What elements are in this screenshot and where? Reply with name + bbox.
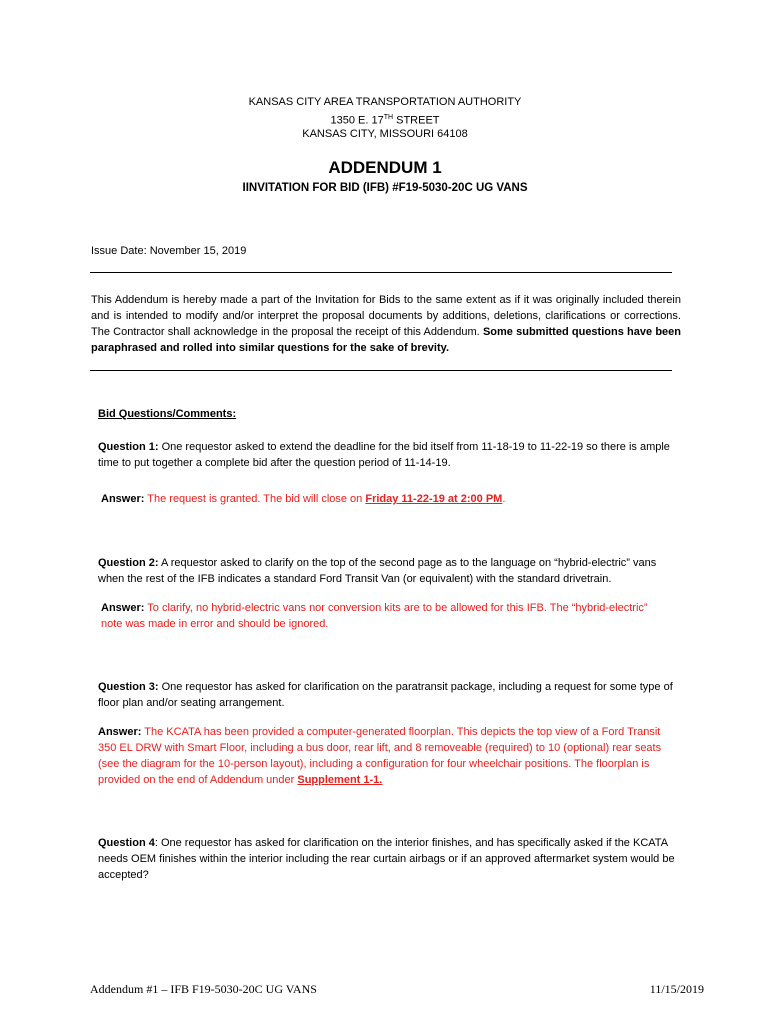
answer-3 <box>98 724 668 788</box>
answer-1 <box>101 491 681 507</box>
question-2-text: A requestor asked to clarify on the top of the second page as to the language on “hybrid-electric” vans when the rest of the IFB indicates a standard Ford Transit Van (or equivalent) with the standard drivetrain. <box>98 557 657 585</box>
answer-2-label: Answer: <box>101 602 145 614</box>
question-3 <box>98 679 680 711</box>
section-heading: Bid Questions/Comments: <box>98 408 237 420</box>
answer-1-deadline: Friday 11-22-19 at 2:00 PM <box>365 493 503 505</box>
answer-3-supplement-link[interactable]: Supplement 1-1. <box>297 774 383 786</box>
answer-2 <box>101 600 661 632</box>
question-1-label: Question 1: <box>98 441 159 453</box>
answer-3-text: The KCATA has been provided a computer-generated floorplan. This depicts the top view of a Ford Transit 350 EL DRW with Smart Floor, including a bus door, rear lift, and 8 removeable (required) to 10 (optional) rear seats (see the diagram for the 10-person layout), including a configuration for four wheelchair positions. The floorplan is provided on the end of Addendum under <box>98 726 662 786</box>
org-name: KANSAS CITY AREA TRANSPORTATION AUTHORITY <box>248 96 522 108</box>
question-4 <box>98 835 680 883</box>
document-title: ADDENDUM 1 <box>328 158 442 177</box>
footer-date: 11/15/2019 <box>649 982 704 996</box>
street-superscript: TH <box>383 114 394 121</box>
question-3-label: Question 3: <box>98 681 159 693</box>
answer-1-tail: . <box>502 493 506 505</box>
city-line: KANSAS CITY, MISSOURI 64108 <box>302 128 468 140</box>
question-3-text: One requestor has asked for clarification on the paratransit package, including a request for some type of floor plan and/or seating arrangement. <box>98 681 673 709</box>
intro-paragraph <box>91 292 681 356</box>
question-2 <box>98 555 680 587</box>
intro-bold-note: Some submitted questions have been paraphrased and rolled into similar questions for the sake of brevity. <box>91 326 681 354</box>
street-number: 1350 E. 17 <box>330 114 384 127</box>
document-subtitle: IINVITATION FOR BID (IFB) #F19-5030-20C UG VANS <box>242 182 528 194</box>
question-4-text: : One requestor has asked for clarification on the interior finishes, and has specifically asked if the KCATA needs OEM finishes within the interior including the rear curtain airbags or if an approved aftermarket system would be accepted? <box>98 837 675 881</box>
divider-bottom <box>90 370 672 371</box>
question-2-label: Question 2: <box>98 557 159 569</box>
answer-3-label: Answer: <box>98 726 142 738</box>
question-4-label: Question 4 <box>98 837 155 849</box>
answer-1-text: The request is granted. The bid will close on <box>144 493 366 505</box>
intro-text: This Addendum is hereby made a part of the Invitation for Bids to the same extent as if it was originally included therein and is intended to modify and/or interpret the proposal documents by additions, deletions, clarifications or corrections. The Contractor shall acknowledge in the proposal the receipt of this Addendum. <box>91 294 681 338</box>
divider-top <box>90 272 672 273</box>
answer-2-text: To clarify, no hybrid-electric vans nor conversion kits are to be allowed for this IFB. The “hybrid-electric” note was made in error and should be ignored. <box>101 602 648 630</box>
street-name: STREET <box>393 114 440 127</box>
answer-1-label: Answer: <box>101 493 145 505</box>
question-1 <box>98 439 680 471</box>
question-1-text: One requestor asked to extend the deadline for the bid itself from 11-18-19 to 11-22-19 so there is ample time to put together a complete bid after the question period of 11-14-19. <box>98 441 670 469</box>
footer-title: Addendum #1 – IFB F19-5030-20C UG VANS <box>90 982 317 996</box>
issue-date: Issue Date: November 15, 2019 <box>91 245 247 257</box>
